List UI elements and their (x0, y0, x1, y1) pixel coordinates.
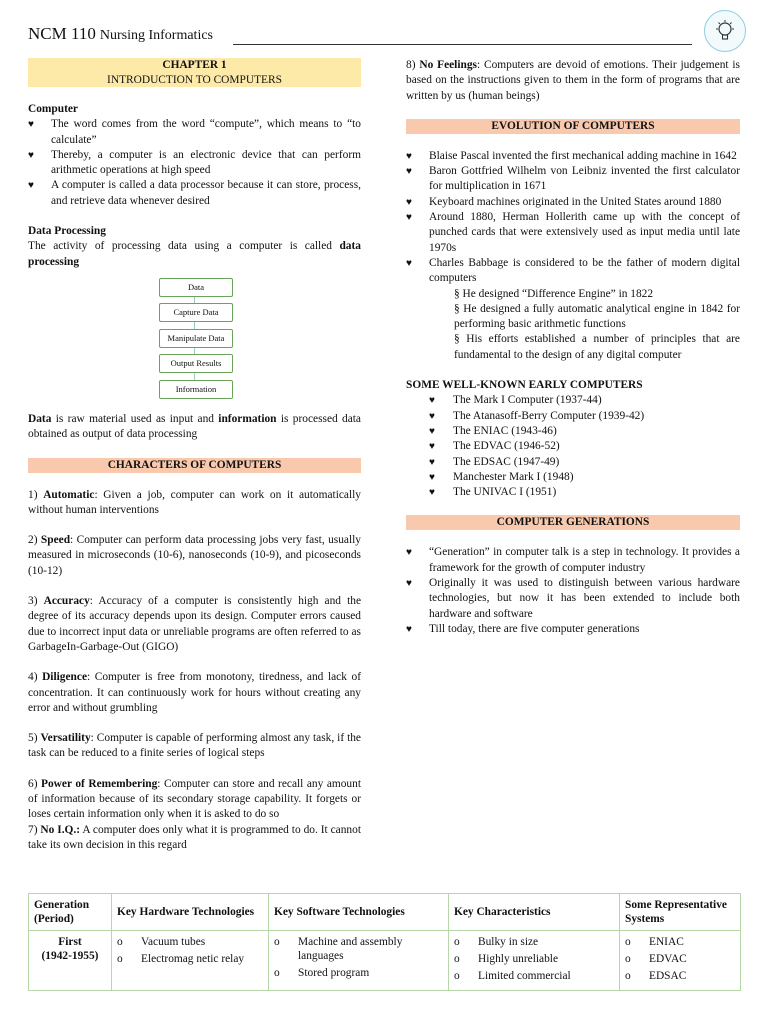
character-item: 3) Accuracy: Accuracy of a computer is consistently high and the degree of its accuracy depends upon its design. Computer errors caused due to incorrect input data or unreliable programs are often referred to as GarbageIn-Garbage-Out (GIGO) (28, 595, 362, 653)
page-header (28, 24, 692, 50)
table-header-row (29, 894, 741, 931)
table-list-item: o ENIAC (625, 936, 684, 948)
heart-bullet-icon: ♥ (406, 166, 412, 178)
generation-period: (1942-1955) (41, 950, 99, 962)
table-list-item: o Limited commercial (454, 970, 571, 982)
character-item-8: 8) No Feelings: Computers are devoid of emotions. Their judgement is based on the instructions given to them in the form of programs that are written by us (human beings) (406, 59, 740, 102)
left-column (28, 58, 361, 853)
heart-bullet-icon: ♥ (429, 487, 435, 499)
flow-step: Information (159, 380, 233, 399)
table-row (29, 931, 741, 991)
flow-step: Manipulate Data (159, 329, 233, 348)
table-list-item: o Highly unreliable (454, 953, 559, 965)
character-item: 4) Diligence: Computer is free from monotony, tiredness, and lack of concentration. It can continuously work for hours without creating any error and without grumbling (28, 671, 361, 714)
table-list-item: o Machine and assembly languages (274, 936, 403, 962)
table-header-cell: Generation (Period) (29, 894, 112, 931)
generations-bullets (406, 545, 740, 637)
hardware-cell (112, 931, 269, 991)
list-item: ♥ Keyboard machines originated in the United States around 1880 (406, 195, 740, 210)
character-item: 7) No I.Q.: A computer does only what it is programmed to do. It cannot take its own decision in this regard (28, 823, 361, 851)
sub-list-item: § He designed “Difference Engine” in 1822 (454, 287, 654, 300)
data-processing-flowchart (28, 278, 361, 402)
table-list-item: o EDSAC (625, 970, 687, 982)
character-item: 1) Automatic: Given a job, computer can work on it automatically without human interventions (28, 488, 361, 516)
header-rule (233, 44, 692, 45)
circle-bullet-icon: o (454, 936, 460, 948)
right-column (406, 58, 740, 637)
data-definition: Data is raw material used as input and information is processed data obtained as output of data processing (28, 412, 361, 441)
heart-bullet-icon: ♥ (429, 441, 435, 453)
heart-bullet-icon: ♥ (28, 149, 34, 161)
chapter-title: INTRODUCTION TO COMPUTERS (107, 73, 282, 86)
list-item: ♥ Charles Babbage is considered to be the father of modern digital computers (406, 256, 740, 285)
early-computers-list (406, 393, 740, 500)
evolution-bullets (406, 149, 740, 287)
generations-section-title: COMPUTER GENERATIONS (406, 515, 740, 530)
heart-bullet-icon: ♥ (28, 119, 34, 131)
list-item: ♥ Around 1880, Herman Hollerith came up with the concept of punched cards that were extensively used as input media until late 1970s (406, 211, 740, 254)
heart-bullet-icon: ♥ (429, 410, 435, 422)
course-code: NCM 110 (28, 24, 96, 43)
character-item: 2) Speed: Computer can perform data processing jobs very fast, usually measured in microseconds (10-6), nanoseconds (10-9), and picoseconds (10-12) (28, 534, 361, 577)
systems-cell (620, 931, 741, 991)
computer-bullets (28, 117, 361, 209)
generations-table (28, 893, 741, 991)
heart-bullet-icon: ♥ (429, 456, 435, 468)
heart-bullet-icon: ♥ (28, 180, 34, 192)
table-header-cell: Key Software Technologies (269, 894, 449, 931)
heart-bullet-icon: ♥ (406, 623, 412, 635)
circle-bullet-icon: o (274, 936, 280, 948)
heart-bullet-icon: ♥ (406, 196, 412, 208)
characteristics-cell (449, 931, 620, 991)
early-computers-heading: SOME WELL-KNOWN EARLY COMPUTERS (406, 379, 643, 392)
list-item: ♥ “Generation” in computer talk is a step in technology. It provides a framework for the growth of computer industry (406, 546, 740, 574)
circle-bullet-icon: o (454, 970, 460, 982)
list-item: ♥ The EDSAC (1947-49) (429, 455, 740, 470)
sub-list-item: § He designed a fully automatic analytical engine in 1842 for performing basic arithmetic functions (454, 302, 740, 331)
software-cell (269, 931, 449, 991)
list-item: ♥ The Atanasoff-Berry Computer (1939-42) (429, 409, 740, 424)
lightbulb-icon (704, 10, 746, 52)
table-list-item: o Electromag netic relay (117, 953, 245, 965)
flow-connector (194, 322, 195, 329)
computer-heading: Computer (28, 103, 78, 115)
sub-list-item: § His efforts established a number of principles that are fundamental to the design of any digital computer (454, 333, 740, 361)
generation-cell (29, 931, 112, 991)
flow-step: Capture Data (159, 303, 233, 322)
heart-bullet-icon: ♥ (406, 257, 412, 269)
list-item: ♥ The UNIVAC I (1951) (429, 485, 740, 500)
circle-bullet-icon: o (117, 936, 123, 948)
heart-bullet-icon: ♥ (429, 395, 435, 407)
table-list-item: o Bulky in size (454, 936, 539, 948)
list-item: ♥ Blaise Pascal invented the first mechanical adding machine in 1642 (406, 149, 740, 164)
list-item: ♥ Thereby, a computer is an electronic device that can perform arithmetic operations at high speed (28, 148, 361, 177)
flow-connector (194, 373, 195, 380)
circle-bullet-icon: o (625, 953, 631, 965)
character-item: 5) Versatility: Computer is capable of performing almost any task, if the task can be reduced to a finite series of logical steps (28, 732, 361, 760)
table-list-item: o EDVAC (625, 953, 687, 965)
babbage-sublist (406, 287, 740, 363)
heart-bullet-icon: ♥ (406, 150, 412, 162)
table-header-cell: Key Hardware Technologies (112, 894, 269, 931)
evolution-section-title: EVOLUTION OF COMPUTERS (406, 119, 740, 134)
circle-bullet-icon: o (625, 936, 631, 948)
list-item: ♥ Manchester Mark I (1948) (429, 470, 740, 485)
flow-step: Data (159, 278, 233, 297)
characters-list (28, 488, 361, 854)
data-processing-heading: Data Processing (28, 225, 106, 238)
circle-bullet-icon: o (454, 953, 460, 965)
chapter-label: CHAPTER 1 (162, 59, 227, 71)
characters-section-title: CHARACTERS OF COMPUTERS (28, 458, 361, 473)
list-item: ♥ The EDVAC (1946-52) (429, 439, 740, 454)
list-item: ♥ The Mark I Computer (1937-44) (429, 393, 740, 408)
list-item: ♥ Till today, there are five computer generations (406, 622, 740, 637)
list-item: ♥ A computer is called a data processor because it can store, process, and retrieve data whenever desired (28, 179, 361, 207)
data-processing-text: The activity of processing data using a computer is called data processing (28, 240, 361, 268)
chapter-banner (28, 58, 361, 87)
table-header-cell: Key Characteristics (449, 894, 620, 931)
heart-bullet-icon: ♥ (429, 471, 435, 483)
list-item: ♥ Baron Gottfried Wilhelm von Leibniz invented the first calculator for multiplication in 1671 (406, 165, 740, 193)
heart-bullet-icon: ♥ (406, 578, 412, 590)
list-item: ♥ The ENIAC (1943-46) (429, 424, 740, 439)
heart-bullet-icon: ♥ (406, 212, 412, 224)
course-title: Nursing Informatics (99, 28, 214, 43)
table-header-cell: Some Representative Systems (620, 894, 741, 931)
table-list-item: o Vacuum tubes (117, 936, 206, 948)
circle-bullet-icon: o (274, 967, 280, 979)
circle-bullet-icon: o (117, 953, 123, 965)
generation-name: First (58, 936, 82, 948)
list-item: ♥ The word comes from the word “compute”, which means to “to calculate” (28, 118, 361, 146)
heart-bullet-icon: ♥ (406, 547, 412, 559)
heart-bullet-icon: ♥ (429, 425, 435, 437)
flow-step: Output Results (159, 354, 233, 373)
list-item: ♥ Originally it was used to distinguish between various hardware technologies, but now it has been extended to include both hardware and software (406, 577, 740, 620)
character-item: 6) Power of Remembering: Computer can store and recall any amount of information because of its secondary storage capability. It forgets or loses certain information only when it is asked to do so (28, 777, 361, 821)
table-list-item: o Stored program (274, 967, 370, 979)
circle-bullet-icon: o (625, 970, 631, 982)
